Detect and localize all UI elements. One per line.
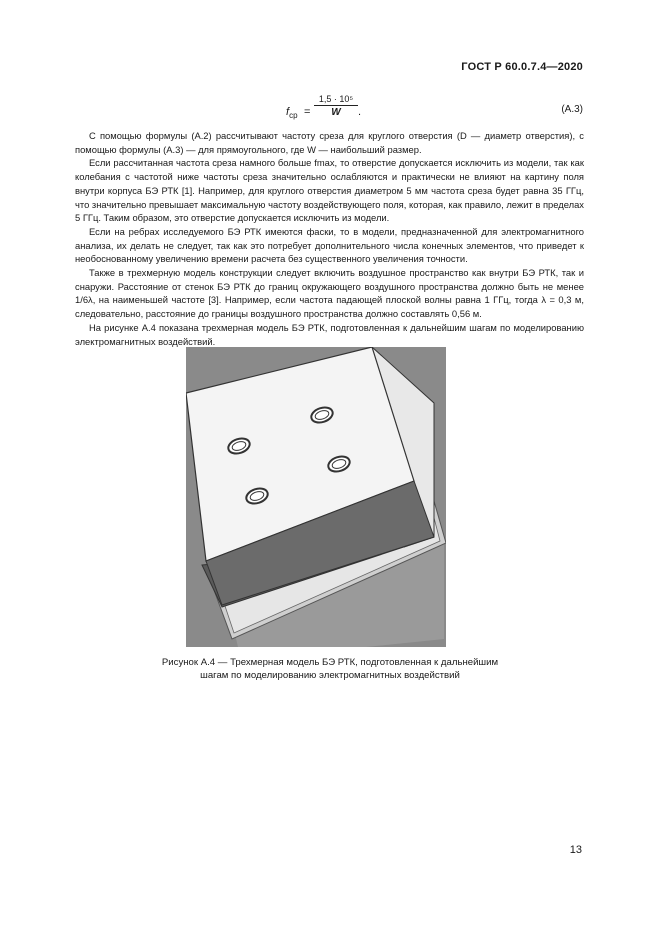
figure-3d-model [186, 347, 446, 647]
formula-lhs: $f_{ср}$ [286, 106, 298, 121]
paragraph: На рисунке А.4 показана трехмерная модель БЭ РТК, подготовленная к дальнейшим шагам по моделированию электромагнитных воздействий. [75, 321, 584, 347]
formula-denominator: W [331, 107, 341, 118]
formula-trailing: . [358, 106, 362, 118]
paragraph: Если рассчитанная частота среза намного больше fmax, то отверстие допускается исключить из модели, так как колебания с частотой ниже частоты среза значительно ослабляются и практически не влияют на картину поля внутри корпуса БЭ РТК [1]. Например, для круглого отверстия диаметром 5 мм частота среза будет равна 35 ГГц, что значительно превышает максимальную частоту воздействующего поля, которая, как правило, лежит в пределах 5 ГГц. Таким образом, это отверстие допускается исключить из модели. [75, 157, 584, 224]
formula-equals: = [304, 106, 311, 118]
caption-line: Рисунок А.4 — Трехмерная модель БЭ РТК, подготовленная к дальнейшим [161, 657, 499, 668]
paragraph: С помощью формулы (А.2) рассчитывают частоту среза для круглого отверстия (D — диаметр отверстия), с помощью формулы (А.3) — для прямоугольного, где W — наибольший размер. [75, 130, 584, 155]
equation-number: (А.3) [561, 104, 583, 115]
figure-caption [95, 656, 565, 682]
paragraph: Если на ребрах исследуемого БЭ РТК имеются фаски, то в модели, предназначенной для электромагнитного анализа, их делать не следует, так как это потребует дополнительного числа конечных элементов, что приведет к необоснованному увеличению времени расчета без существенного увеличения точности. [75, 225, 584, 265]
body-text [75, 129, 584, 348]
page-number: 13 [569, 844, 582, 856]
formula-numerator: 1,5 · 10⁵ [314, 94, 358, 106]
formula-fraction [314, 94, 358, 118]
standard-header: ГОСТ Р 60.0.7.4—2020 [461, 61, 583, 73]
paragraph: Также в трехмерную модель конструкции следует включить воздушное пространство как внутри БЭ РТК, так и снаружи. Расстояние от стенок БЭ РТК до границ окружающего воздушного пространства должно быть не менее 1/6λ, на наименьшей частоте [3]. Например, если частота падающей плоской волны равна 1 ГГц, тогда λ = 0,3 м, следовательно, расстояние до границы воздушного пространства должно составлять 0,56 м. [75, 267, 584, 320]
caption-line: шагам по моделированию электромагнитных воздействий [200, 670, 460, 681]
